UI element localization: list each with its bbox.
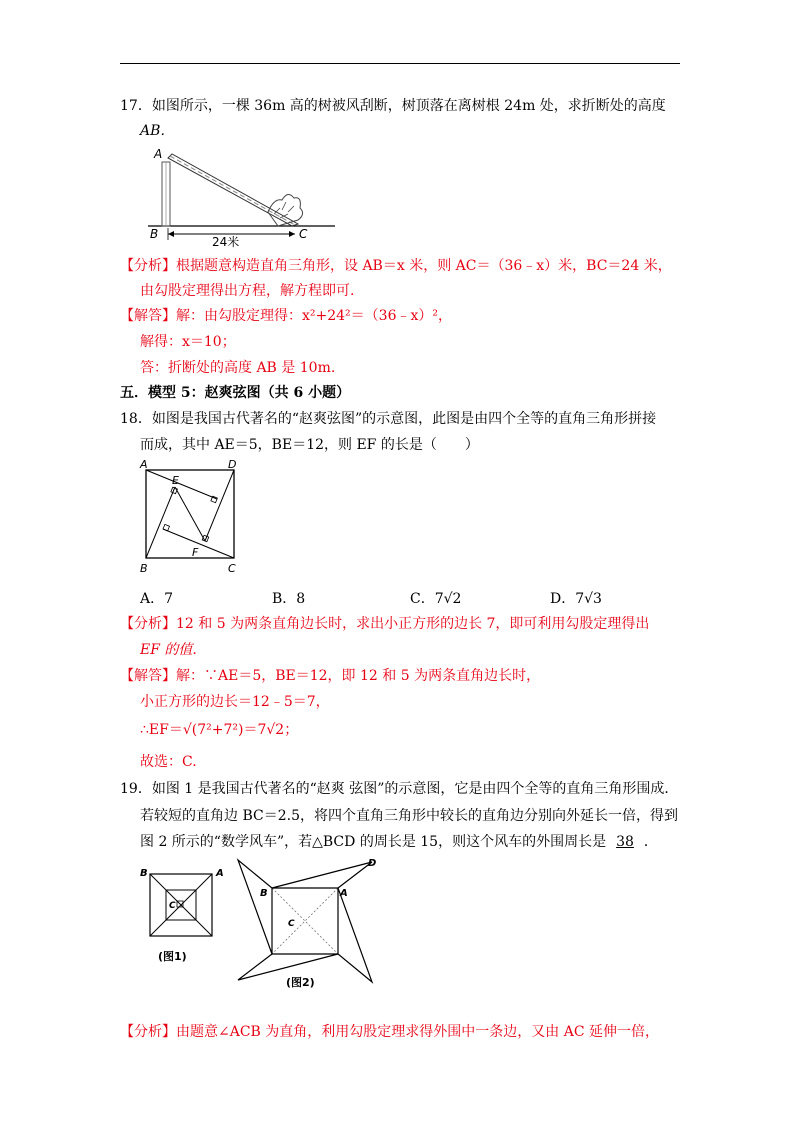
q19-stem-line1: 19．如图 1 是我国古代著名的“赵爽 弦图”的示意图，它是由四个全等的直角三角形围成．	[120, 781, 679, 797]
q18-answer-line3: ∴EF＝√(7²+7²)＝7√2；	[140, 722, 299, 738]
q19-fig1-label-a: A	[216, 868, 224, 879]
q19-fig2-label-b: B	[260, 888, 268, 899]
section-heading: 五．模型 5：赵爽弦图（共 6 小题）	[120, 385, 351, 401]
q17-answer-line1: 【解答】解：由勾股定理得：x²+24²＝（36﹣x）²，	[120, 308, 452, 324]
q18-fig-label-d: D	[228, 458, 237, 471]
q17-fig-label-c: C	[299, 227, 308, 241]
q17-stem-line2: AB．	[140, 123, 175, 139]
q17-fig-label-a: A	[154, 147, 163, 161]
q19-fig2-caption: (图2)	[286, 976, 315, 989]
q19-fig1-caption: (图1)	[158, 950, 187, 963]
q17-analysis-line1: 【分析】根据题意构造直角三角形，设 AB＝x 米，则 AC＝（36﹣x）米，BC＝24 米，	[120, 258, 672, 274]
q19-fig1-label-b: B	[140, 868, 148, 879]
q18-fig-label-e: E	[172, 474, 179, 487]
q17-fig-distance: 24米	[212, 235, 240, 248]
q19-stem-line2: 若较短的直角边 BC＝2.5，将四个直角三角形中较长的直角边分别向外延长一倍，得到	[140, 808, 678, 824]
q19-fig1-label-c: C	[169, 901, 176, 911]
q19-figure-1	[138, 862, 228, 966]
q18-answer-line1: 【解答】解：∵AE＝5，BE＝12，即 12 和 5 为两条直角边长时，	[120, 668, 541, 684]
q18-fig-label-a: A	[140, 458, 148, 471]
q19-figure-2	[232, 852, 382, 992]
q19-stem-line3-text: 图 2 所示的“数学风车”，若△BCD 的周长是 15，则这个风车的外围周长是	[140, 834, 607, 850]
q19-fig2-label-d: D	[368, 858, 377, 869]
q17-analysis-line2: 由勾股定理得出方程，解方程即可.	[140, 283, 355, 299]
q18-fig-label-c: C	[228, 562, 236, 575]
header-rule	[120, 63, 680, 64]
q18-option-a: A．7	[140, 591, 174, 607]
q19-fig2-label-c: C	[288, 919, 295, 929]
q18-stem-line1: 18．如图是我国古代著名的“赵爽弦图”的示意图，此图是由四个全等的直角三角形拼接	[120, 411, 657, 427]
q17-answer-line3: 答：折断处的高度 AB 是 10m.	[140, 360, 336, 376]
q19-stem-line3	[140, 832, 658, 852]
q18-option-d: D．7√3	[550, 591, 602, 607]
q17-stem-line1: 17．如图所示，一棵 36m 高的树被风刮断，树顶落在离树根 24m 处，求折断处的高度	[120, 98, 666, 114]
q18-figure	[138, 458, 246, 576]
q17-fig-label-b: B	[150, 227, 159, 241]
q18-answer-line4: 故选：C.	[140, 754, 197, 770]
q19-stem-line3-end: ．	[643, 834, 658, 850]
q18-analysis-line1: 【分析】12 和 5 为两条直角边长时，求出小正方形的边长 7，即可利用勾股定理得出	[120, 616, 650, 632]
q17-figure	[140, 140, 340, 248]
q17-answer-line2: 解得：x＝10；	[140, 334, 236, 350]
q18-option-c: C．7√2	[410, 591, 462, 607]
q18-stem-line2: 而成，其中 AE＝5，BE＝12，则 EF 的长是（ ）	[140, 437, 479, 453]
q18-fig-label-b: B	[140, 562, 148, 575]
q19-answer-blank: 38	[616, 834, 634, 850]
q18-answer-line2: 小正方形的边长＝12﹣5＝7，	[140, 694, 330, 710]
q18-fig-label-f: F	[192, 546, 199, 559]
q18-option-b: B．8	[272, 591, 306, 607]
q18-analysis-line2: EF 的值.	[140, 642, 197, 658]
q19-fig2-label-a: A	[340, 888, 348, 899]
q19-analysis-line1: 【分析】由题意∠ACB 为直角，利用勾股定理求得外围中一条边，又由 AC 延伸一倍，	[120, 1024, 660, 1040]
